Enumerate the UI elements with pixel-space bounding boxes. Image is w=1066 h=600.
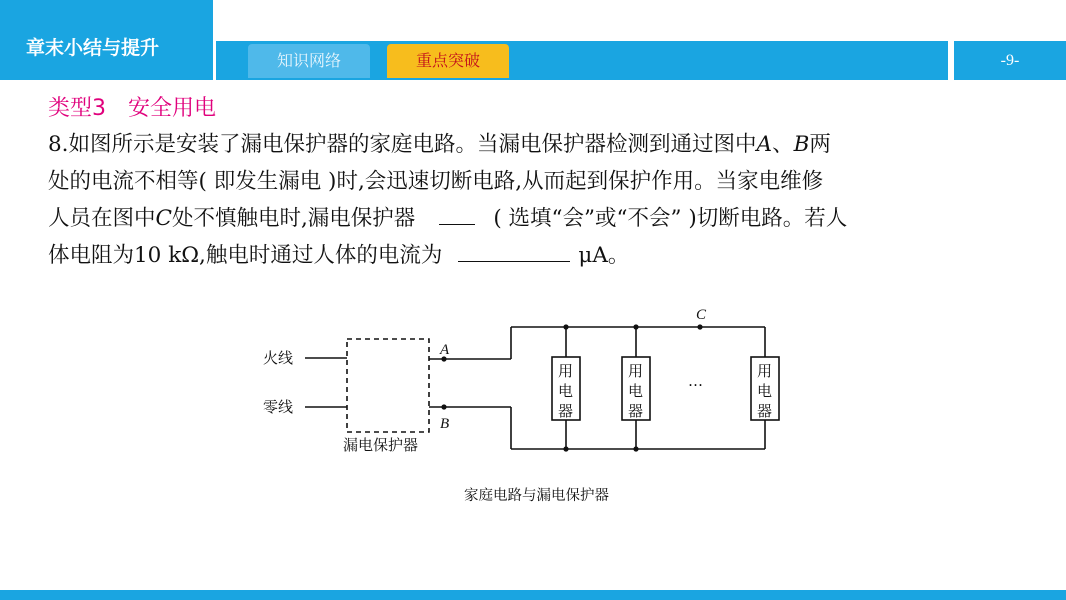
section-title: 类型3 安全用电 <box>48 96 216 121</box>
question-line-1-end: 两 <box>809 132 831 157</box>
junction-dot <box>563 446 568 451</box>
appliance-1-char-3: 器 <box>558 402 574 420</box>
junction-dot <box>563 324 568 329</box>
neutral-wire-label: 零线 <box>263 398 294 416</box>
protector-label: 漏电保护器 <box>343 436 419 454</box>
point-a-label: A <box>440 342 450 358</box>
appliance-3-char-2: 电 <box>757 382 773 400</box>
point-c-dot <box>697 324 702 329</box>
tab-key-breakthrough[interactable]: 重点突破 <box>387 44 509 78</box>
question-line-3-start: 人员在图中 <box>48 206 156 231</box>
junction-dot <box>633 446 638 451</box>
label-separator: 、 <box>772 132 794 157</box>
appliance-1-char-1: 用 <box>558 362 574 380</box>
ellipsis: … <box>688 372 703 390</box>
appliance-2-char-1: 用 <box>628 362 644 380</box>
protector-box <box>347 339 429 432</box>
terminal-b-dot <box>441 404 446 409</box>
answer-blank-2[interactable] <box>458 243 570 262</box>
chapter-title: 章末小结与提升 <box>26 37 160 59</box>
footer-bar <box>0 590 1066 600</box>
diagram-caption: 家庭电路与漏电保护器 <box>464 488 609 504</box>
tab-knowledge-network[interactable]: 知识网络 <box>248 44 370 78</box>
page-number: -9- <box>954 41 1066 80</box>
label-c: C <box>155 206 172 231</box>
point-b-label: B <box>440 416 450 432</box>
question-line-3 <box>48 200 1023 237</box>
junction-dot <box>633 324 638 329</box>
point-c-label: C <box>696 307 707 323</box>
question-line-4-start: 体电阻为10 kΩ,触电时通过人体的电流为 <box>48 243 443 268</box>
answer-blank-1[interactable] <box>439 206 475 225</box>
label-b: B <box>793 132 810 157</box>
question-line-2: 处的电流不相等( 即发生漏电 )时,会迅速切断电路,从而起到保护作用。当家电维修 <box>48 169 824 194</box>
appliance-3-char-3: 器 <box>757 402 773 420</box>
appliance-2-char-2: 电 <box>628 382 644 400</box>
question-line-1 <box>48 126 1023 163</box>
question-line-4-unit: μA。 <box>578 243 630 268</box>
circuit-diagram <box>255 300 795 515</box>
question-text <box>48 126 1023 274</box>
chapter-title-tab <box>0 0 213 80</box>
question-line-3-mid: 处不慎触电时,漏电保护器 <box>171 206 416 231</box>
label-a: A <box>756 132 773 157</box>
question-line-1-text: 8.如图所示是安装了漏电保护器的家庭电路。当漏电保护器检测到通过图中 <box>48 132 757 157</box>
question-line-3-end: ( 选填“会”或“不会” )切断电路。若人 <box>493 206 848 231</box>
appliance-3-char-1: 用 <box>757 362 773 380</box>
live-wire-label: 火线 <box>263 349 294 367</box>
question-line-4 <box>48 237 1023 274</box>
appliance-2-char-3: 器 <box>628 402 644 420</box>
appliance-1-char-2: 电 <box>558 382 574 400</box>
